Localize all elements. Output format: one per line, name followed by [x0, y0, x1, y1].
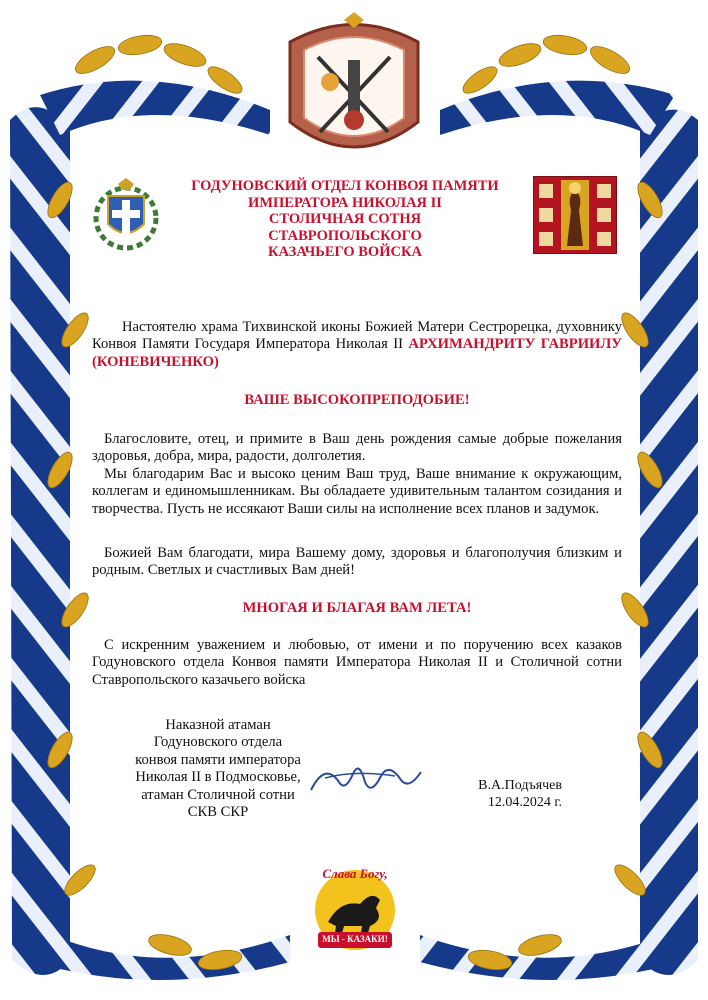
- addressee-name: АРХИМАНДРИТУ ГАВРИИЛУ (КОНЕВИЧЕНКО): [92, 336, 622, 370]
- title-line: КАЗАЧЬЕГО ВОЙСКА: [268, 244, 422, 260]
- signer-title-line: СКВ СКР: [187, 804, 249, 821]
- title-line: ИМПЕРАТОРА НИКОЛАЯ II: [248, 194, 442, 211]
- title-line: ГОДУНОВСКИЙ ОТДЕЛ КОНВОЯ ПАМЯТИ: [191, 178, 499, 194]
- signer-title-line: Наказной атаман: [165, 717, 271, 733]
- signer-name: В.А.Подъячев: [478, 778, 562, 793]
- closing: С искренним уважением и любовью, от имени и по поручению всех казаков Годуновского отдела Конвоя памяти Императора Николая II и Столичной сотни Ставропольского казачьего войска: [92, 637, 622, 688]
- right-ribbon: [640, 110, 698, 975]
- signer-title-line: Николая II в Подмосковье,: [135, 769, 301, 786]
- left-ribbon: [10, 107, 70, 975]
- cossack-crest-icon: [270, 12, 438, 172]
- paragraph: Мы благодарим Вас и высоко ценим Ваш труд, Ваше внимание к окружающим, коллегам и единомышленникам. Вы обладаете удивительным талантом созидания и творчества. Пусть не иссякают Ваши силы на исполнение всех планов и задумок.: [92, 466, 622, 517]
- signer-title-line: атаман Столичной сотни: [141, 786, 295, 803]
- paragraph: Благословите, отец, и примите в Ваш день рождения самые добрые пожелания здоровья, добра, мира, радости, долголетия.: [92, 431, 622, 465]
- stavropol-coat-of-arms-icon: [88, 178, 164, 254]
- paragraph: Божией Вам благодати, мира Вашему дому, здоровья и благополучия близким и родным. Светлых и счастливых Вам дней!: [92, 545, 622, 579]
- logo-bottom-text: МЫ - КАЗАКИ!: [322, 934, 388, 944]
- addressee: [92, 319, 622, 371]
- icon-panel-icon: [533, 176, 617, 254]
- salutation: ВАШЕ ВЫСОКОПРЕПОДОБИЕ!: [244, 392, 470, 408]
- wish-line: МНОГАЯ И БЛАГАЯ ВАМ ЛЕТА!: [242, 600, 472, 616]
- logo-top-text: Слава Богу,: [322, 866, 388, 881]
- signature-date: 12.04.2024 г.: [487, 795, 562, 810]
- signer-title-line: Годуновского отдела: [153, 734, 283, 751]
- cossack-logo: [300, 860, 410, 955]
- addressee-intro: Настоятелю храма Тихвинской иконы Божией Матери Сестрорецка, духовнику Конвоя Памяти Государя Императора Николая II: [92, 319, 622, 353]
- handwritten-signature: [305, 752, 425, 802]
- signer-title: [118, 717, 318, 821]
- signer-block: [432, 777, 562, 811]
- title-line: СТАВРОПОЛЬСКОГО: [268, 227, 422, 244]
- signer-title-line: конвоя памяти императора: [135, 751, 301, 768]
- title-line: СТОЛИЧНАЯ СОТНЯ: [268, 211, 422, 227]
- page-title: [170, 178, 520, 261]
